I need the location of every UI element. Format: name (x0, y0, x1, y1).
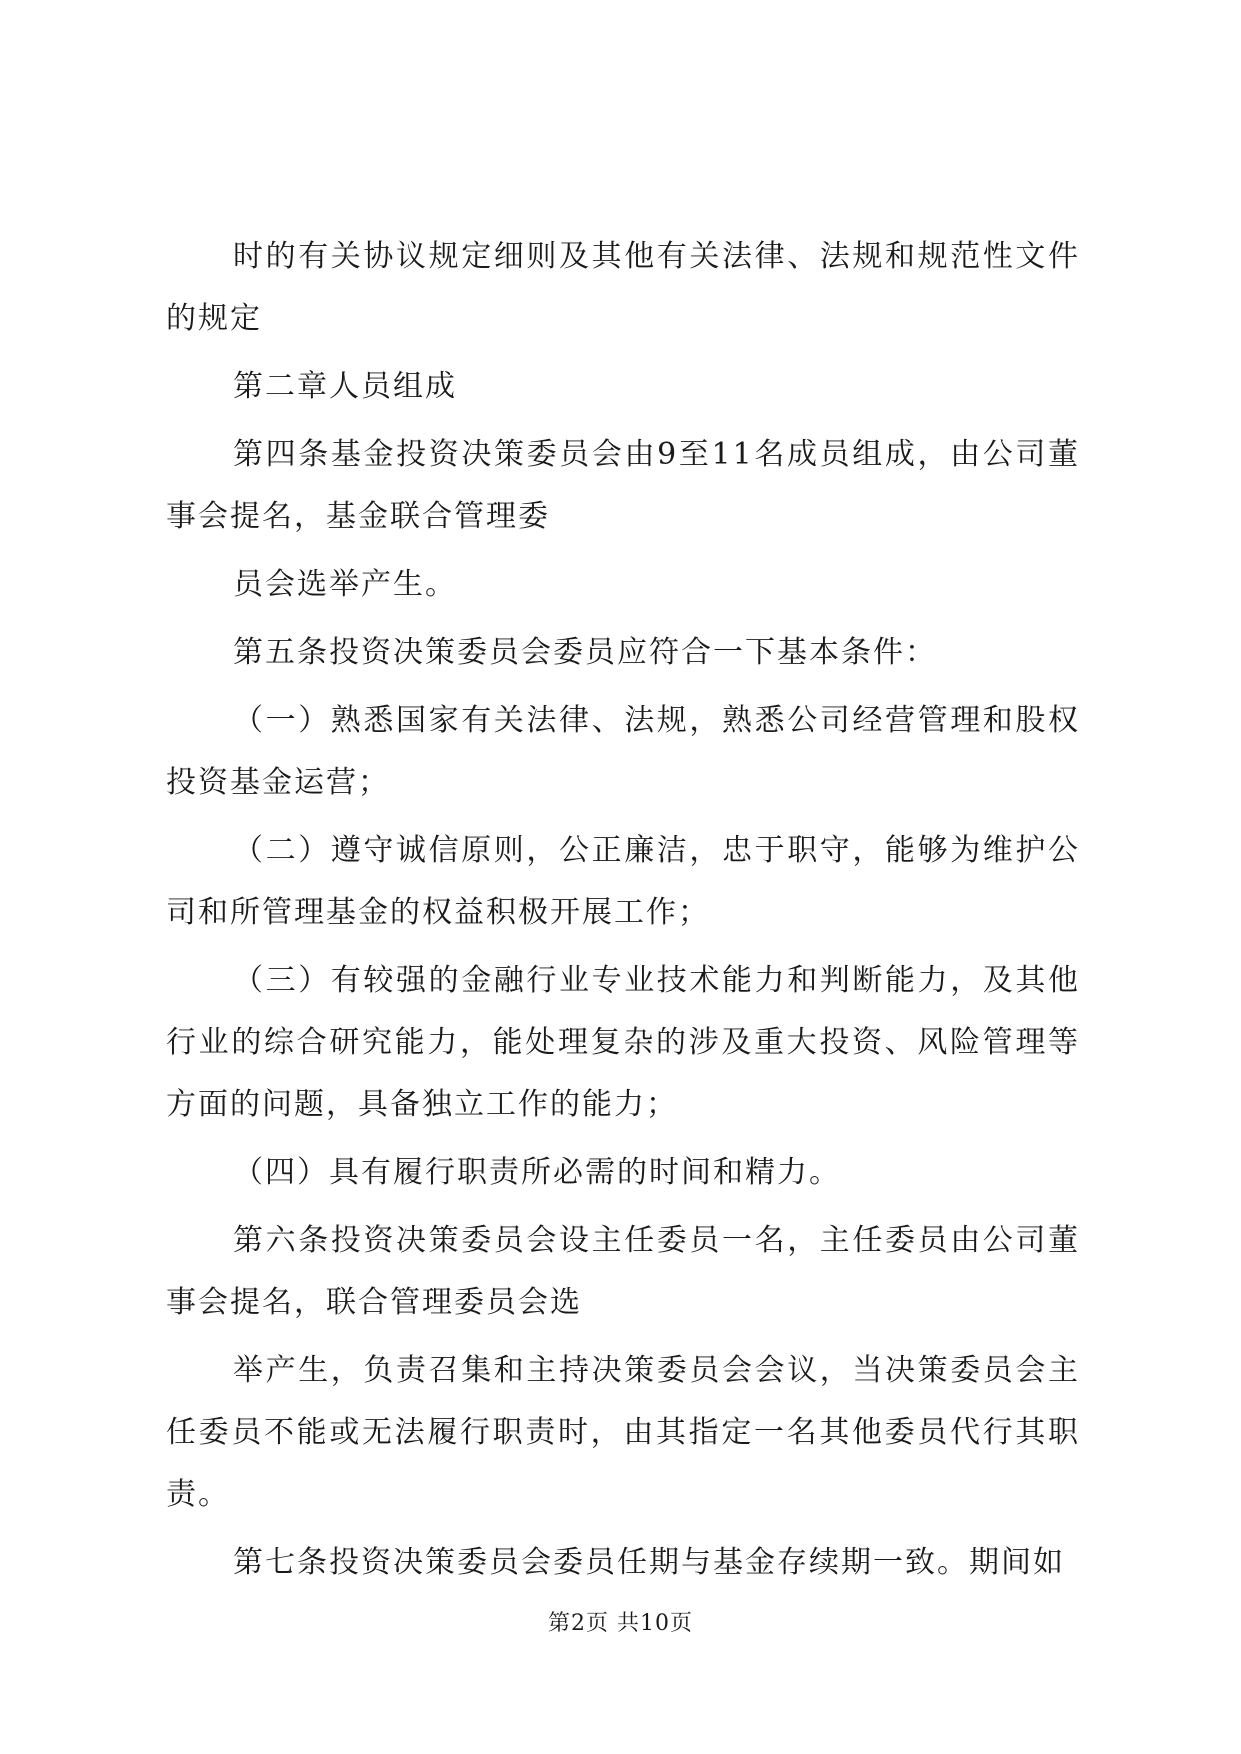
article-4-continuation: 员会选举产生。 (233, 567, 457, 602)
article-6-paragraph: 第六条投资决策委员会设主任委员一名，主任委员由公司董事会提名，联合管理委员会选 (166, 1223, 1080, 1320)
article-6-continuation: 举产生，负责召集和主持决策委员会会议，当决策委员会主任委员不能或无法履行职责时，由其指定一名其他委员代行其职责。 (166, 1353, 1080, 1512)
article-5-paragraph: 第五条投资决策委员会委员应符合一下基本条件： (233, 635, 937, 670)
condition-2-paragraph: （二）遵守诚信原则，公正廉洁，忠于职守，能够为维护公司和所管理基金的权益积极开展工作； (166, 833, 1080, 930)
page-number-footer: 第2页 共10页 (548, 1611, 693, 1636)
condition-3-paragraph: （三）有较强的金融行业专业技术能力和判断能力，及其他行业的综合研究能力，能处理复杂的涉及重大投资、风险管理等方面的问题，具备独立工作的能力； (166, 963, 1080, 1122)
condition-1-paragraph: （一）熟悉国家有关法律、法规，熟悉公司经营管理和股权投资基金运营； (166, 703, 1080, 800)
article-7-paragraph: 第七条投资决策委员会委员任期与基金存续期一致。期间如 (233, 1545, 1065, 1580)
paragraph-continuation: 时的有关协议规定细则及其他有关法律、法规和规范性文件的规定 (166, 239, 1080, 336)
document-body (166, 226, 1080, 1600)
chapter-heading: 第二章人员组成 (233, 369, 457, 404)
condition-4-paragraph: （四）具有履行职责所必需的时间和精力。 (233, 1155, 841, 1190)
article-4-paragraph: 第四条基金投资决策委员会由9至11名成员组成，由公司董事会提名，基金联合管理委 (166, 437, 1080, 534)
